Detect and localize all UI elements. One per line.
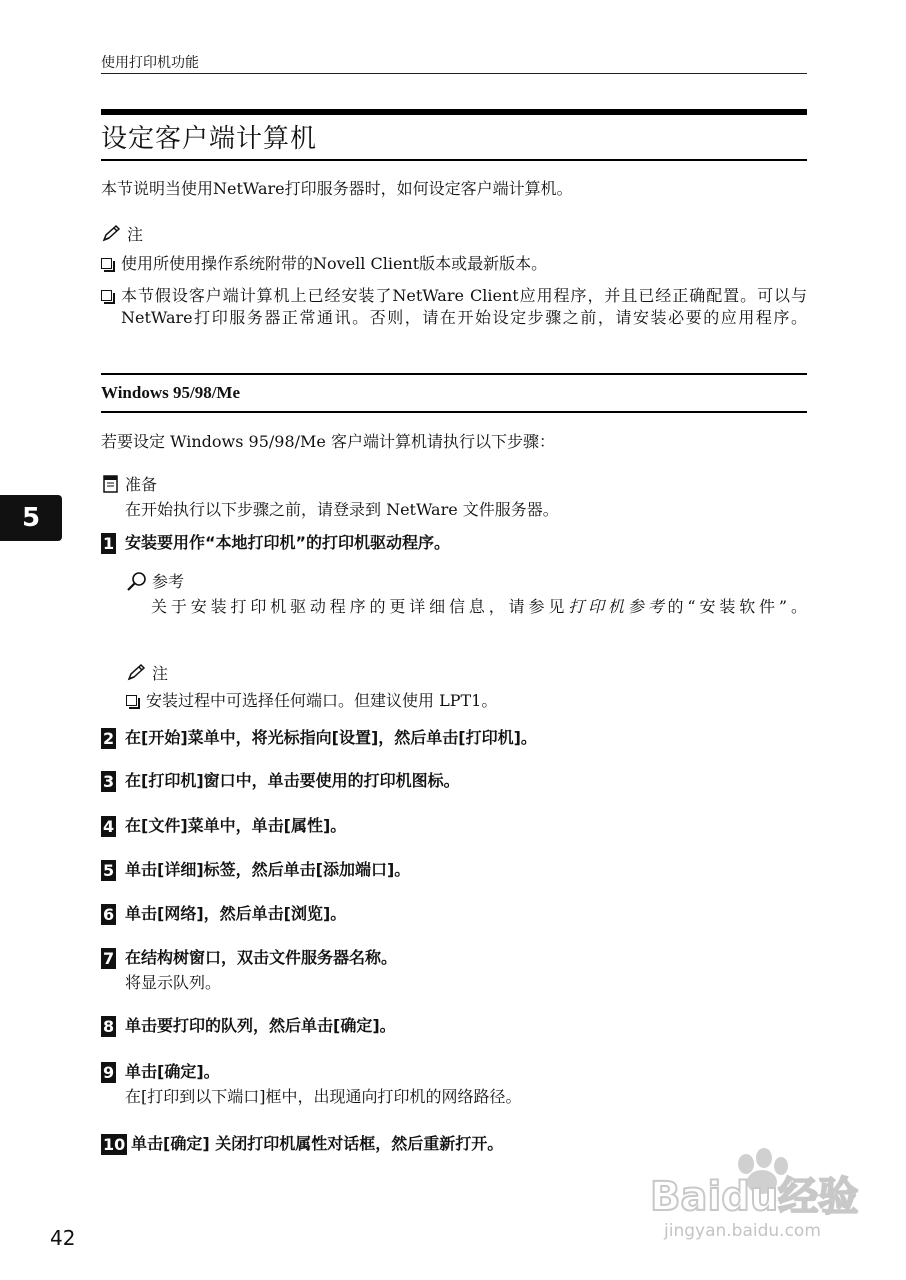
step-number: 8 (103, 1017, 115, 1036)
pencil-icon (101, 224, 123, 244)
intro-paragraph: 本节说明当使用NetWare打印服务器时，如何设定客户端计算机。 (101, 179, 573, 198)
title-top-bar (101, 109, 807, 115)
step-text: 在[打印机]窗口中，单击要使用的打印机图标。 (125, 771, 460, 790)
reference-heading (126, 569, 184, 592)
running-header: 使用打印机功能 (101, 55, 199, 71)
step-text: 单击要打印的队列，然后单击[确定]。 (125, 1016, 396, 1035)
page-number: 42 (50, 1226, 76, 1250)
step-number: 3 (103, 772, 115, 791)
section-top-rule (101, 373, 807, 375)
note-item-text: 本节假设客户端计算机上已经安装了NetWare Client应用程序，并且已经正确配置。可以与NetWare打印服务器正常通讯。否则，请在开始设定步骤之前，请安装必要的应用程序。 (121, 286, 807, 327)
reference-text-post: 的“安装软件”。 (667, 597, 807, 616)
step-result: 将显示队列。 (125, 973, 222, 992)
step (101, 1015, 807, 1037)
step-number: 7 (103, 949, 115, 968)
checkbox-bullet-icon (101, 290, 112, 301)
step-text: 单击[确定]。 (125, 1062, 220, 1081)
section-intro: 若要设定 Windows 95/98/Me 客户端计算机请执行以下步骤： (101, 432, 555, 451)
step (101, 532, 807, 554)
note-label: 注 (152, 664, 169, 683)
step-text: 单击[详细]标签，然后单击[添加端口]。 (125, 860, 411, 879)
watermark-url: jingyan.baidu.com (664, 1221, 821, 1241)
step-text: 单击[确定] 关闭打印机属性对话框，然后重新打开。 (131, 1134, 504, 1153)
note-item (101, 285, 807, 329)
book-icon (101, 474, 121, 494)
reference-label: 参考 (152, 572, 185, 591)
step-text: 在[开始]菜单中，将光标指向[设置]，然后单击[打印机]。 (125, 728, 537, 747)
step-text: 在[文件]菜单中，单击[属性]。 (125, 816, 347, 835)
reference-doc-title[interactable]: 打印机参考 (568, 597, 668, 616)
step-number: 4 (103, 817, 115, 836)
pencil-icon (126, 663, 148, 683)
title-rule (101, 159, 807, 161)
step (101, 815, 807, 837)
reference-text-pre: 关于安装打印机驱动程序的更详细信息，请参见 (151, 597, 569, 616)
step-number: 1 (103, 534, 115, 553)
note-item-text: 使用所使用操作系统附带的Novell Client版本或最新版本。 (121, 254, 548, 273)
step (101, 727, 807, 749)
prep-text: 在开始执行以下步骤之前，请登录到 NetWare 文件服务器。 (125, 500, 559, 519)
watermark-logo (650, 1148, 890, 1244)
note-item (101, 253, 807, 275)
prep-heading (101, 472, 157, 495)
step-number: 5 (103, 861, 115, 880)
step-number: 6 (103, 905, 115, 924)
step (101, 859, 807, 881)
note-heading (101, 222, 143, 245)
section-bottom-rule (101, 411, 807, 413)
step-result: 在[打印到以下端口]框中，出现通向打印机的网络路径。 (125, 1087, 522, 1106)
step-text: 单击[网络]，然后单击[浏览]。 (125, 904, 347, 923)
chapter-tab: 5 (0, 495, 62, 541)
page-title: 设定客户端计算机 (101, 124, 318, 154)
step-text: 在结构树窗口，双击文件服务器名称。 (125, 948, 398, 967)
reference-text (151, 596, 807, 618)
watermark-brand: Baidu经验 (650, 1174, 859, 1220)
header-rule (101, 73, 807, 74)
section-title: Windows 95/98/Me (101, 383, 241, 402)
step-number: 10 (103, 1135, 126, 1154)
note-item (126, 690, 497, 712)
step-text: 安装要用作“本地打印机”的打印机驱动程序。 (125, 533, 451, 552)
step (101, 947, 807, 994)
checkbox-bullet-icon (101, 258, 112, 269)
magnifier-icon (126, 571, 148, 591)
note-item-text: 安装过程中可选择任何端口。但建议使用 LPT1。 (146, 691, 498, 710)
step-number: 9 (103, 1063, 115, 1082)
checkbox-bullet-icon (126, 695, 137, 706)
step (101, 903, 807, 925)
prep-label: 准备 (125, 475, 158, 494)
note-heading (126, 661, 168, 684)
note-label: 注 (127, 225, 144, 244)
step (101, 770, 807, 792)
step-number: 2 (103, 729, 115, 748)
step (101, 1061, 807, 1108)
